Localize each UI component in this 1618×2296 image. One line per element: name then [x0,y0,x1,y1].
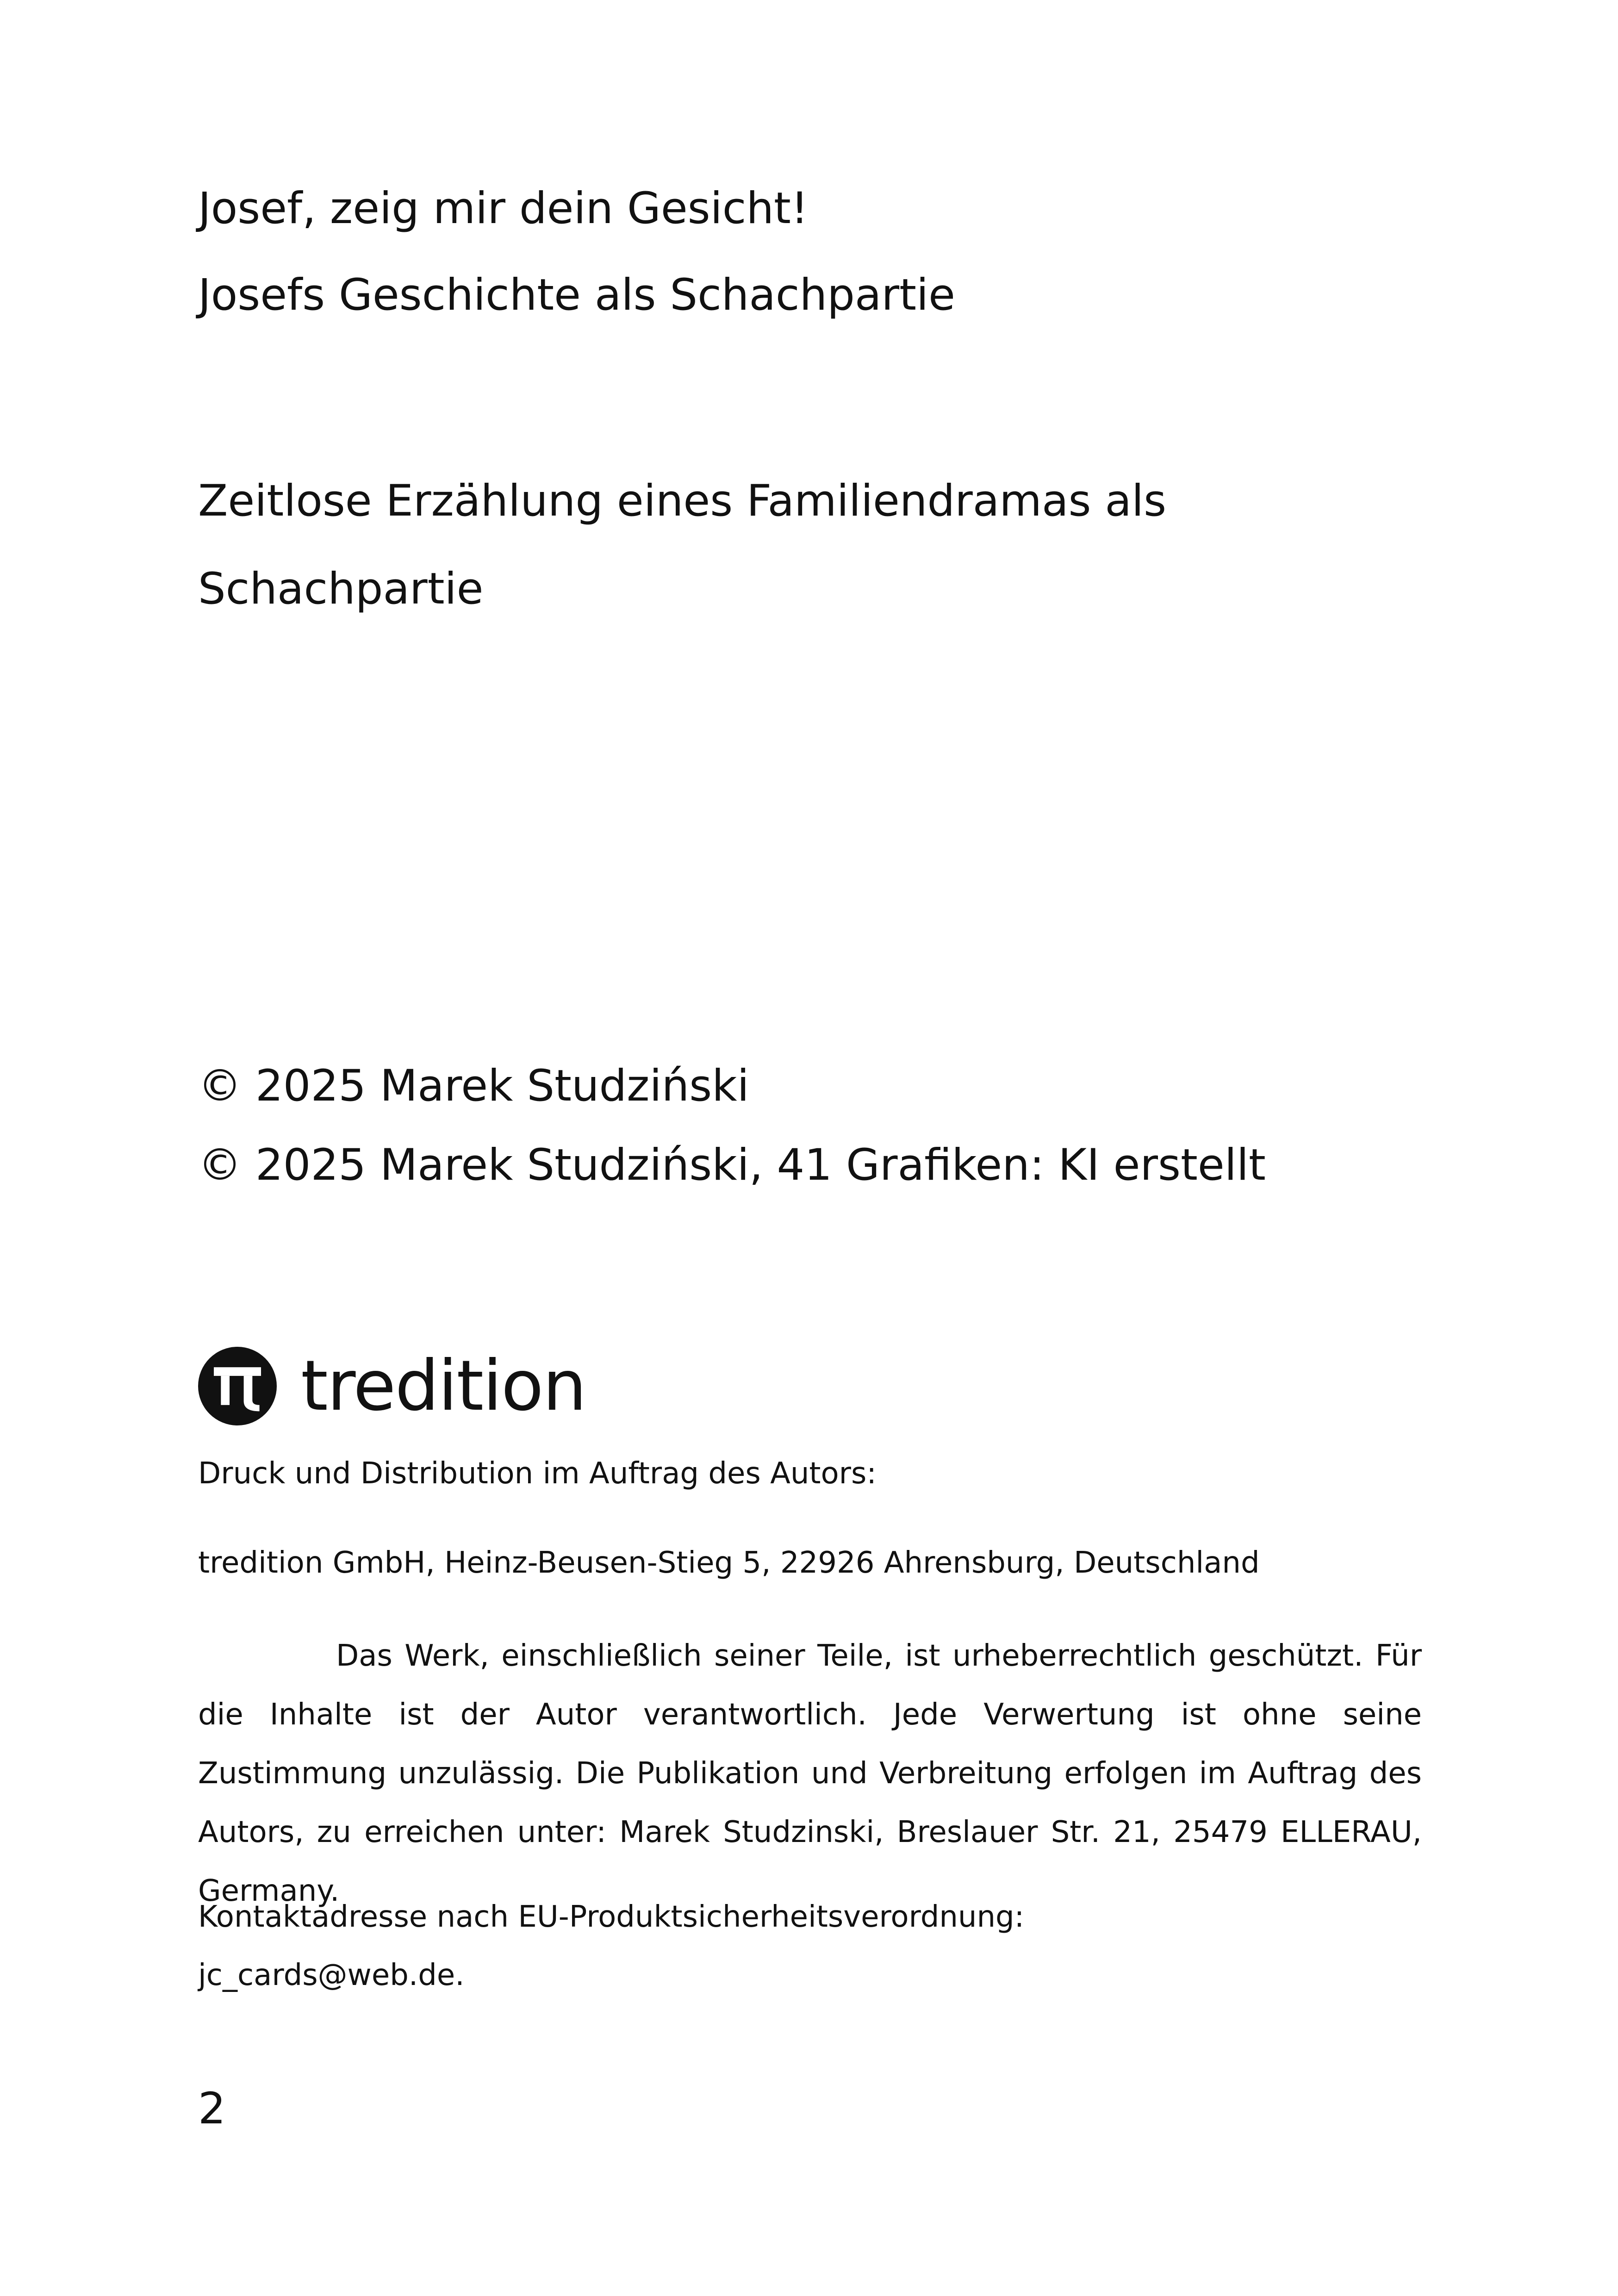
publisher-address: tredition GmbH, Heinz-Beusen-Stieg 5, 22926 Ahrensburg, Deutschland [198,1546,1260,1580]
tredition-logo-icon [198,1347,277,1425]
book-subtitle: Josefs Geschichte als Schachpartie [198,270,955,320]
page-number: 2 [198,2084,226,2134]
tredition-wordmark: tredition [301,1346,586,1426]
description-line-1: Zeitlose Erzählung eines Familiendramas als [198,476,1167,526]
legal-paragraph: Das Werk, einschließlich seiner Teile, ist urheberrechtlich geschützt. Für die Inhalte ist der Autor verantwortlich. Jede Verwertung ist ohne seine Zustimmung unzulässig. Die Publikation und Verbreitung erfolgen im Auftrag des Autors, zu erreichen unter: Marek Studzinski, Breslauer Str. 21, 25479 ELLERAU, Germany. [198,1639,1422,1908]
copyright-author: © 2025 Marek Studziński [198,1061,749,1111]
book-title: Josef, zeig mir dein Gesicht! [198,183,809,234]
contact-label: Kontaktadresse nach EU-Produktsicherheitsverordnung: [198,1900,1025,1934]
contact-email: jc_cards@web.de. [198,1958,465,1992]
copyright-graphics: © 2025 Marek Studziński, 41 Grafiken: KI erstellt [198,1140,1266,1190]
description-line-2: Schachpartie [198,564,484,614]
distribution-label: Druck und Distribution im Auftrag des Autors: [198,1456,877,1491]
tredition-logo [198,1344,586,1428]
